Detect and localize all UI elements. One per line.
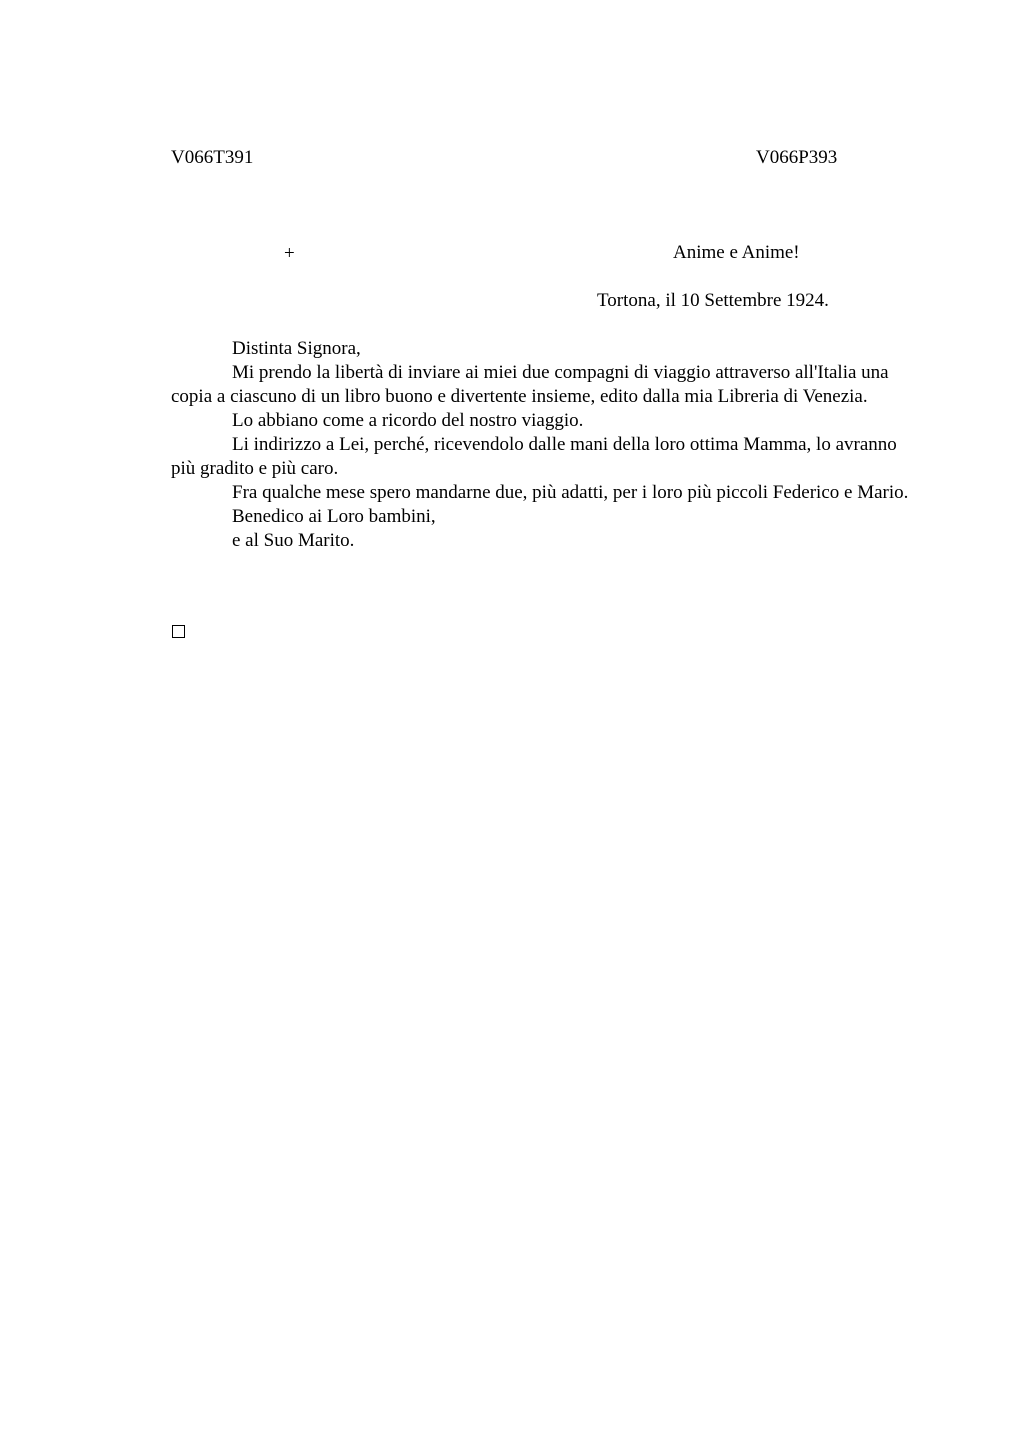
dateline: Tortona, il 10 Settembre 1924. bbox=[597, 290, 829, 311]
document-reference-left: V066T391 bbox=[171, 147, 254, 168]
letter-paragraph: Mi prendo la libertà di inviare ai miei due compagni di viaggio attraverso all'Italia una copia a ciascuno di un libro buono e divertente insieme, edito dalla mia Libreria di Venezia. bbox=[171, 362, 889, 407]
letter-paragraph: Lo abbiano come a ricordo del nostro viaggio. bbox=[232, 410, 584, 431]
letter-paragraph: Li indirizzo a Lei, perché, ricevendolo dalle mani della loro ottima Mamma, lo avranno più gradito e più caro. bbox=[171, 434, 897, 479]
letter-paragraph: Benedico ai Loro bambini, bbox=[232, 506, 436, 527]
motto: Anime e Anime! bbox=[673, 242, 800, 263]
cross-mark: + bbox=[284, 243, 295, 264]
salutation: Distinta Signora, bbox=[232, 338, 361, 359]
letter-body bbox=[171, 337, 916, 553]
document-reference-right: V066P393 bbox=[756, 147, 838, 168]
letter-paragraph: e al Suo Marito. bbox=[232, 530, 355, 551]
letter-paragraph: Fra qualche mese spero mandarne due, più adatti, per i loro più piccoli Federico e Mario. bbox=[232, 482, 909, 503]
end-square-icon bbox=[172, 625, 185, 638]
